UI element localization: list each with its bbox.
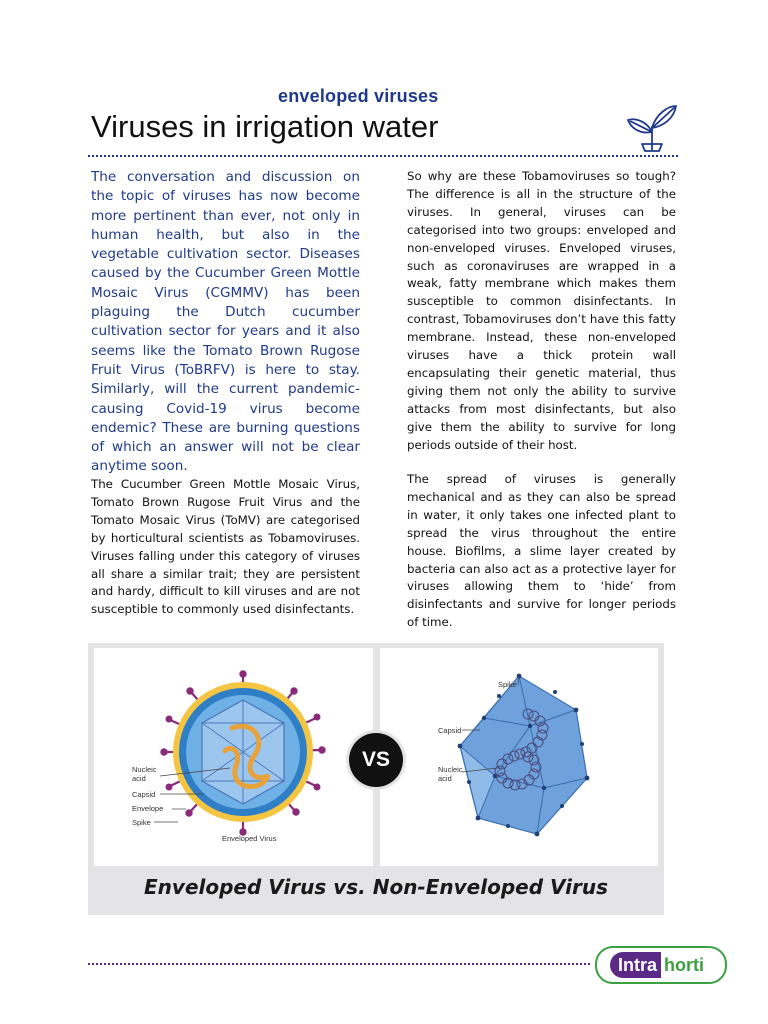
enveloped-virus-panel bbox=[94, 648, 373, 866]
label-nucleic-1: Nucleic bbox=[132, 765, 157, 774]
label-nucleic-2-right: acid bbox=[438, 774, 452, 783]
label-spike: Spike bbox=[132, 818, 151, 827]
label-capsid-right: Capsid bbox=[438, 726, 462, 735]
article-paragraph-4: The spread of viruses is generally mechanical and as they can also be spread in water, it only takes one infected plant to spread the virus throughout the entire house. Biofilms, a slime layer created by bacteria can also act as a protective layer for viruses allowing them to ‘hide’ from disinfectants and survive for longer periods of time. bbox=[407, 472, 676, 630]
top-dotted-divider bbox=[88, 155, 678, 157]
label-capsid: Capsid bbox=[132, 790, 156, 799]
bottom-dotted-divider bbox=[88, 963, 590, 965]
logo-text-horti: horti bbox=[661, 952, 712, 978]
enveloped-virus-diagram bbox=[94, 648, 373, 866]
virus-comparison-figure bbox=[88, 643, 664, 915]
diagram-caption-enveloped: Enveloped Virus bbox=[222, 834, 277, 843]
page-title: Viruses in irrigation water bbox=[91, 109, 439, 144]
label-nucleic-2: acid bbox=[132, 774, 146, 783]
article-intro: The conversation and discussion on the topic of viruses has now become more pertinent than ever, not only in human health, but also in the vegetable cultivation sector. Diseases caused by the Cucumber Green Mottle Mosaic Virus (CGMMV) has been plaguing the Dutch cucumber cultivation sector for years and it also seems like the Tomato Brown Rugose Fruit Virus (ToBRFV) is here to stay. Similarly, will the current pandemic-causing Covid-19 virus become endemic? These are burning questions of which an answer will not be clear anytime soon. bbox=[91, 169, 360, 475]
article-paragraph-3: So why are these Tobamoviruses so tough? The difference is all in the structure of the viruses. In general, viruses can be categorised into two groups: enveloped and non-enveloped viruses. Enveloped viruses, such as coronaviruses are wrapped in a weak, fatty membrane which makes them susceptible to common disinfectants. In contrast, Tobamoviruses don’t have this fatty membrane. Instead, these non-enveloped viruses have a thick protein wall encapsulating their genetic material, thus giving them not only the ability to survive attacks from most disinfectants, but also give them the ability to survive for long periods outside of their host. bbox=[407, 169, 676, 452]
label-spike-right: Spike bbox=[498, 680, 517, 689]
figure-caption: Enveloped Virus vs. Non-Enveloped Virus bbox=[144, 875, 608, 899]
section-kicker: enveloped viruses bbox=[278, 86, 439, 106]
non-enveloped-virus-diagram bbox=[380, 648, 658, 866]
intrahorti-logo bbox=[595, 946, 727, 984]
article-paragraph-2: The Cucumber Green Mottle Mosaic Virus, Tomato Brown Rugose Fruit Virus and the Tomato Mosaic Virus (ToMV) are categorised by horticultural scientists as Tobamoviruses. Viruses falling under this category of viruses all share a similar trait; they are persistent and hardy, difficult to kill viruses and are not susceptible to commonly used disinfectants. bbox=[91, 477, 360, 617]
label-envelope: Envelope bbox=[132, 804, 164, 813]
label-nucleic-1-right: Nucleic bbox=[438, 765, 463, 774]
plant-sprout-icon bbox=[626, 102, 678, 152]
non-enveloped-virus-panel bbox=[380, 648, 658, 866]
vs-badge: VS bbox=[349, 733, 403, 787]
logo-text-intra: Intra bbox=[610, 952, 661, 978]
